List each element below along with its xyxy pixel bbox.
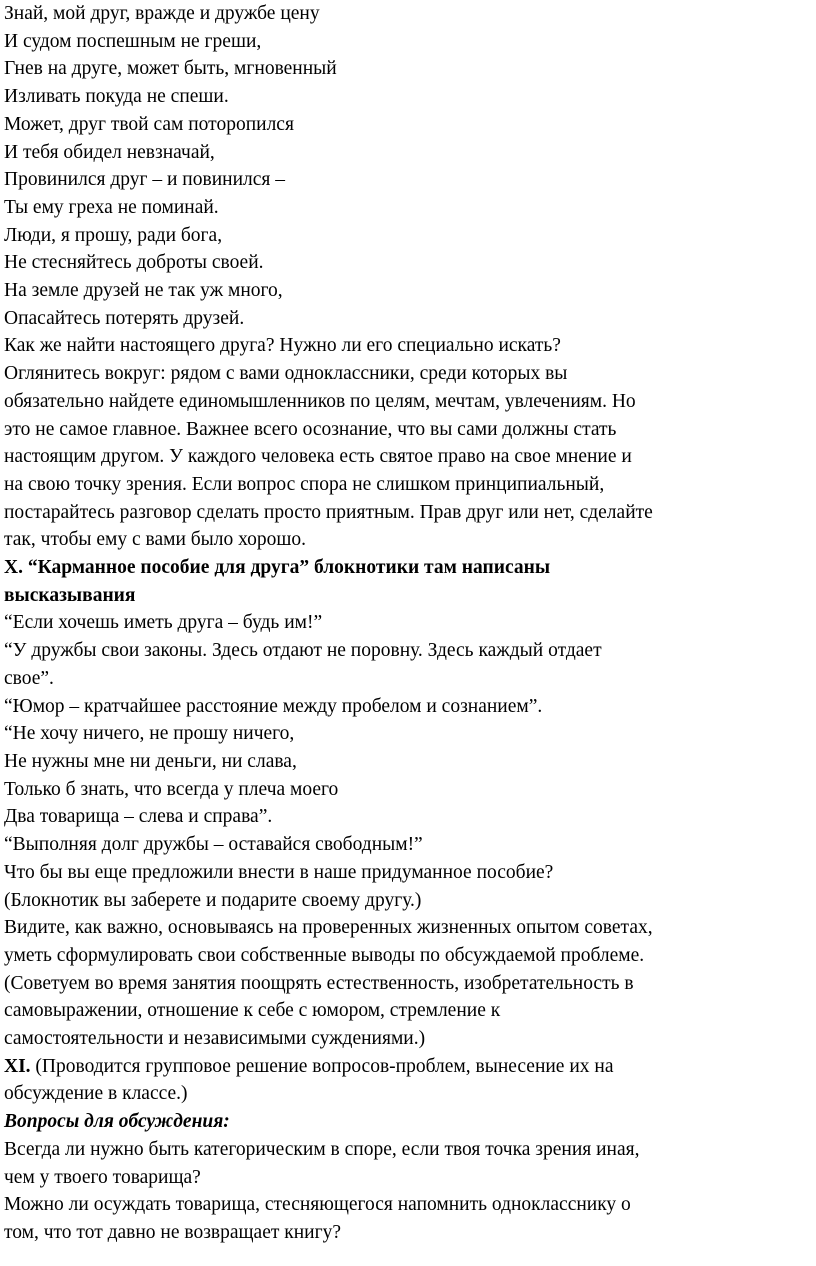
quote-line: “Если хочешь иметь друга – будь им!” (4, 612, 323, 634)
poem-line: И судом поспешным не греши, (4, 30, 262, 52)
quote-line: самовыражении, отношение к себе с юмором, стремление к (4, 1000, 501, 1022)
poem-line: Не стесняйтесь доброты своей. (4, 252, 264, 274)
quote-line: Только б знать, что всегда у плеча моего (4, 778, 339, 800)
poem-line: Провинился друг – и повинился – (4, 169, 285, 191)
questions-block (4, 1108, 816, 1247)
quote-line: свое”. (4, 667, 54, 689)
section-11-line (4, 1053, 816, 1081)
paragraph-line: Оглянитесь вокруг: рядом с вами одноклассники, среди которых вы (4, 363, 568, 385)
paragraph-line: это не самое главное. Важнее всего осознание, что вы сами должны стать (4, 418, 617, 440)
question-line: том, что тот давно не возвращает книгу? (4, 1221, 342, 1243)
paragraph-line: постарайтесь разговор сделать просто приятным. Прав друг или нет, сделайте (4, 501, 653, 523)
quote-line: (Советуем во время занятия поощрять естественность, изобретательность в (4, 972, 634, 994)
paragraph-line: так, чтобы ему с вами было хорошо. (4, 529, 307, 551)
quote-line: Что бы вы еще предложили внести в наше придуманное пособие? (4, 861, 554, 883)
quotes-block (4, 609, 816, 1052)
paragraph-line: настоящим другом. У каждого человека есть святое право на свое мнение и (4, 446, 632, 468)
question-line: Можно ли осуждать товарища, стесняющегося напомнить однокласснику о (4, 1194, 631, 1216)
quote-line: Не нужны мне ни деньги, ни слава, (4, 750, 297, 772)
quote-line: уметь сформулировать свои собственные выводы по обсуждаемой проблеме. (4, 944, 645, 966)
poem-line: Знай, мой друг, вражде и дружбе цену (4, 3, 320, 24)
poem-line: Может, друг твой сам поторопился (4, 113, 294, 135)
poem-line: На земле друзей не так уж много, (4, 280, 283, 302)
quote-line: “У дружбы свои законы. Здесь отдают не поровну. Здесь каждый отдает (4, 640, 602, 662)
quote-line: “Юмор – кратчайшее расстояние между пробелом и сознанием”. (4, 695, 543, 717)
document-page (4, 0, 816, 1247)
section-10-heading (4, 554, 816, 609)
poem-line: Гнев на друге, может быть, мгновенный (4, 58, 337, 80)
paragraph-friendship (4, 332, 816, 554)
poem-line: Изливать покуда не спеши. (4, 86, 229, 108)
quote-line: Два товарища – слева и справа”. (4, 806, 273, 828)
poem-line: Ты ему греха не поминай. (4, 196, 219, 218)
heading-line: высказывания (4, 584, 136, 606)
poem-line: Люди, я прошу, ради бога, (4, 224, 223, 246)
paragraph-line: на свою точку зрения. Если вопрос спора не слишком принципиальный, (4, 473, 605, 495)
quote-line: самостоятельности и независимыми суждениями.) (4, 1028, 426, 1050)
poem (4, 0, 816, 332)
questions-heading: Вопросы для обсуждения: (4, 1111, 230, 1133)
section-11-line: обсуждение в классе.) (4, 1083, 188, 1105)
poem-line: И тебя обидел невзначай, (4, 141, 215, 163)
quote-line: “Не хочу ничего, не прошу ничего, (4, 723, 295, 745)
quote-line: Видите, как важно, основываясь на проверенных жизненных опытом советах, (4, 917, 653, 939)
poem-line: Опасайтесь потерять друзей. (4, 307, 245, 329)
heading-line: X. “Карманное пособие для друга” блокнотики там написаны (4, 557, 551, 579)
paragraph-line: обязательно найдете единомышленников по целям, мечтам, увлечениям. Но (4, 390, 636, 412)
quote-line: “Выполняя долг дружбы – оставайся свободным!” (4, 834, 423, 856)
paragraph-line: Как же найти настоящего друга? Нужно ли его специально искать? (4, 335, 561, 357)
section-11-label: XI. (4, 1055, 31, 1077)
section-11-text: (Проводится групповое решение вопросов-проблем, вынесение их на (30, 1055, 614, 1077)
section-11 (4, 1053, 816, 1108)
quote-line: (Блокнотик вы заберете и подарите своему другу.) (4, 889, 422, 911)
question-line: Всегда ли нужно быть категорическим в споре, если твоя точка зрения иная, (4, 1138, 640, 1160)
question-line: чем у твоего товарища? (4, 1166, 201, 1188)
